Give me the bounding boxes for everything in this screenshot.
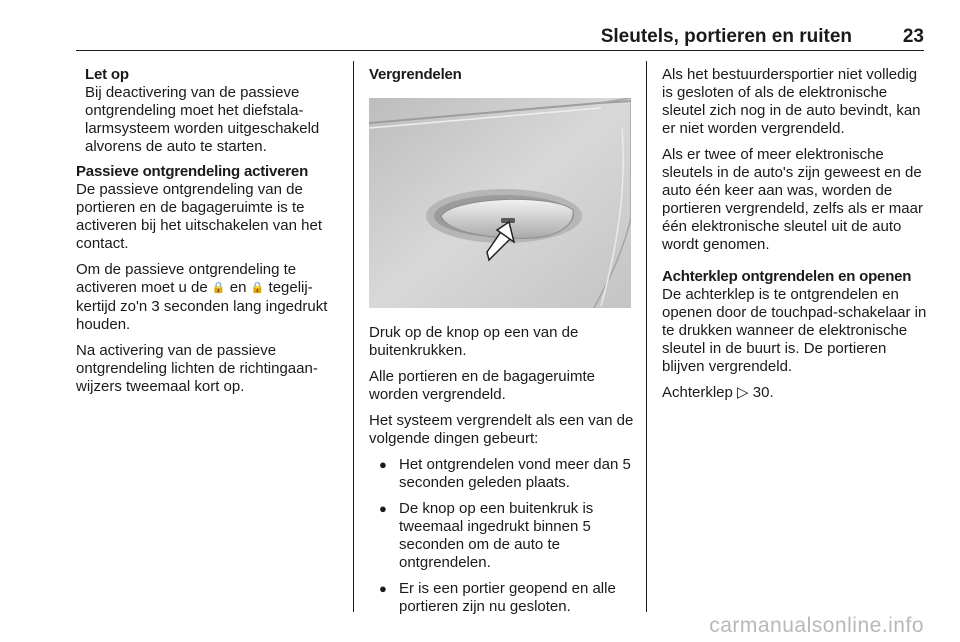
section-heading-passive-unlock: Passieve ontgrendeling activeren <box>76 163 309 180</box>
column-1 <box>76 66 344 404</box>
lock-icon: 🔒 <box>211 282 226 294</box>
page-number: 23 <box>902 26 924 47</box>
cross-reference[interactable] <box>662 384 928 402</box>
header-rule <box>76 50 924 51</box>
column-2 <box>369 66 635 624</box>
paragraph: Als er twee of meer elektronische sleutels in de auto's zijn geweest en de auto één keer aan was, worden de portieren vergrendeld, zelfs als er maar één elektronische sleutel uit de auto wordt genomen. <box>662 146 923 253</box>
list-item <box>369 456 635 492</box>
bullet-list <box>369 456 635 616</box>
section-heading-lock: Vergrendelen <box>369 66 462 83</box>
paragraph-with-icons <box>76 261 344 334</box>
paragraph: De achterklep is te ontgrendelen en openen door de touchpad-schakelaar in te drukken wanneer de elektronische sleutel in de buurt is. De portieren blijven vergrendeld. <box>662 286 927 375</box>
door-handle-illustration <box>369 98 631 308</box>
list-item <box>369 580 635 616</box>
bullet-icon: ● <box>379 457 387 472</box>
paragraph-text: Om de passieve ontgrendeling te activeren moet u de <box>76 261 297 296</box>
note-heading: Let op <box>85 66 129 83</box>
column-divider-1 <box>353 61 354 612</box>
list-item-text: Het ontgrendelen vond meer dan 5 seconden geleden plaats. <box>399 456 631 491</box>
xref-page: 30. <box>752 384 774 401</box>
paragraph: Alle portieren en de bagageruimte worden vergrendeld. <box>369 368 595 403</box>
column-divider-2 <box>646 61 647 612</box>
column-3 <box>662 66 928 410</box>
section-heading-tailgate: Achterklep ontgrendelen en openen <box>662 268 912 285</box>
paragraph: Druk op de knop op een van de buitenkrukken. <box>369 324 579 359</box>
list-item-text: Er is een portier geopend en alle portieren zijn nu gesloten. <box>399 580 616 615</box>
list-item-text: De knop op een buitenkruk is tweemaal ingedrukt binnen 5 seconden om de auto te ontgrendelen. <box>399 500 594 571</box>
paragraph-text: en <box>229 279 247 296</box>
paragraph: De passieve ontgrendeling van de portieren en de bagageruimte is te activeren bij het uitschakelen van het contact. <box>76 181 322 252</box>
lock-icon: 🔒 <box>250 282 265 294</box>
note-box <box>85 66 344 156</box>
paragraph-text: tegelijkertijd zo'n 3 seconden lang ingedrukt houden. <box>76 279 328 333</box>
paragraph: Als het bestuurdersportier niet volledig is gesloten of als de elektronische sleutel zich nog in de auto bevindt, kan er niet worden vergrendeld. <box>662 66 921 137</box>
bullet-icon: ● <box>379 501 387 516</box>
page-header <box>76 24 924 48</box>
xref-label: Achterklep <box>662 384 733 401</box>
bullet-icon: ● <box>379 581 387 596</box>
note-text: Bij deactivering van de passieve ontgrendeling moet het diefstalalarmsysteem worden uitgeschakeld alvorens de auto te starten. <box>85 84 320 155</box>
paragraph: Na activering van de passieve ontgrendeling lichten de richtingaanwijzers tweemaal kort op. <box>76 342 318 395</box>
triangle-right-icon: ▷ <box>737 384 749 401</box>
list-item <box>369 500 635 572</box>
door-handle-drawing <box>369 98 631 308</box>
paragraph: Het systeem vergrendelt als een van de volgende dingen gebeurt: <box>369 412 634 447</box>
watermark: carmanualsonline.info <box>709 614 924 637</box>
page-title: Sleutels, portieren en ruiten <box>600 26 852 47</box>
